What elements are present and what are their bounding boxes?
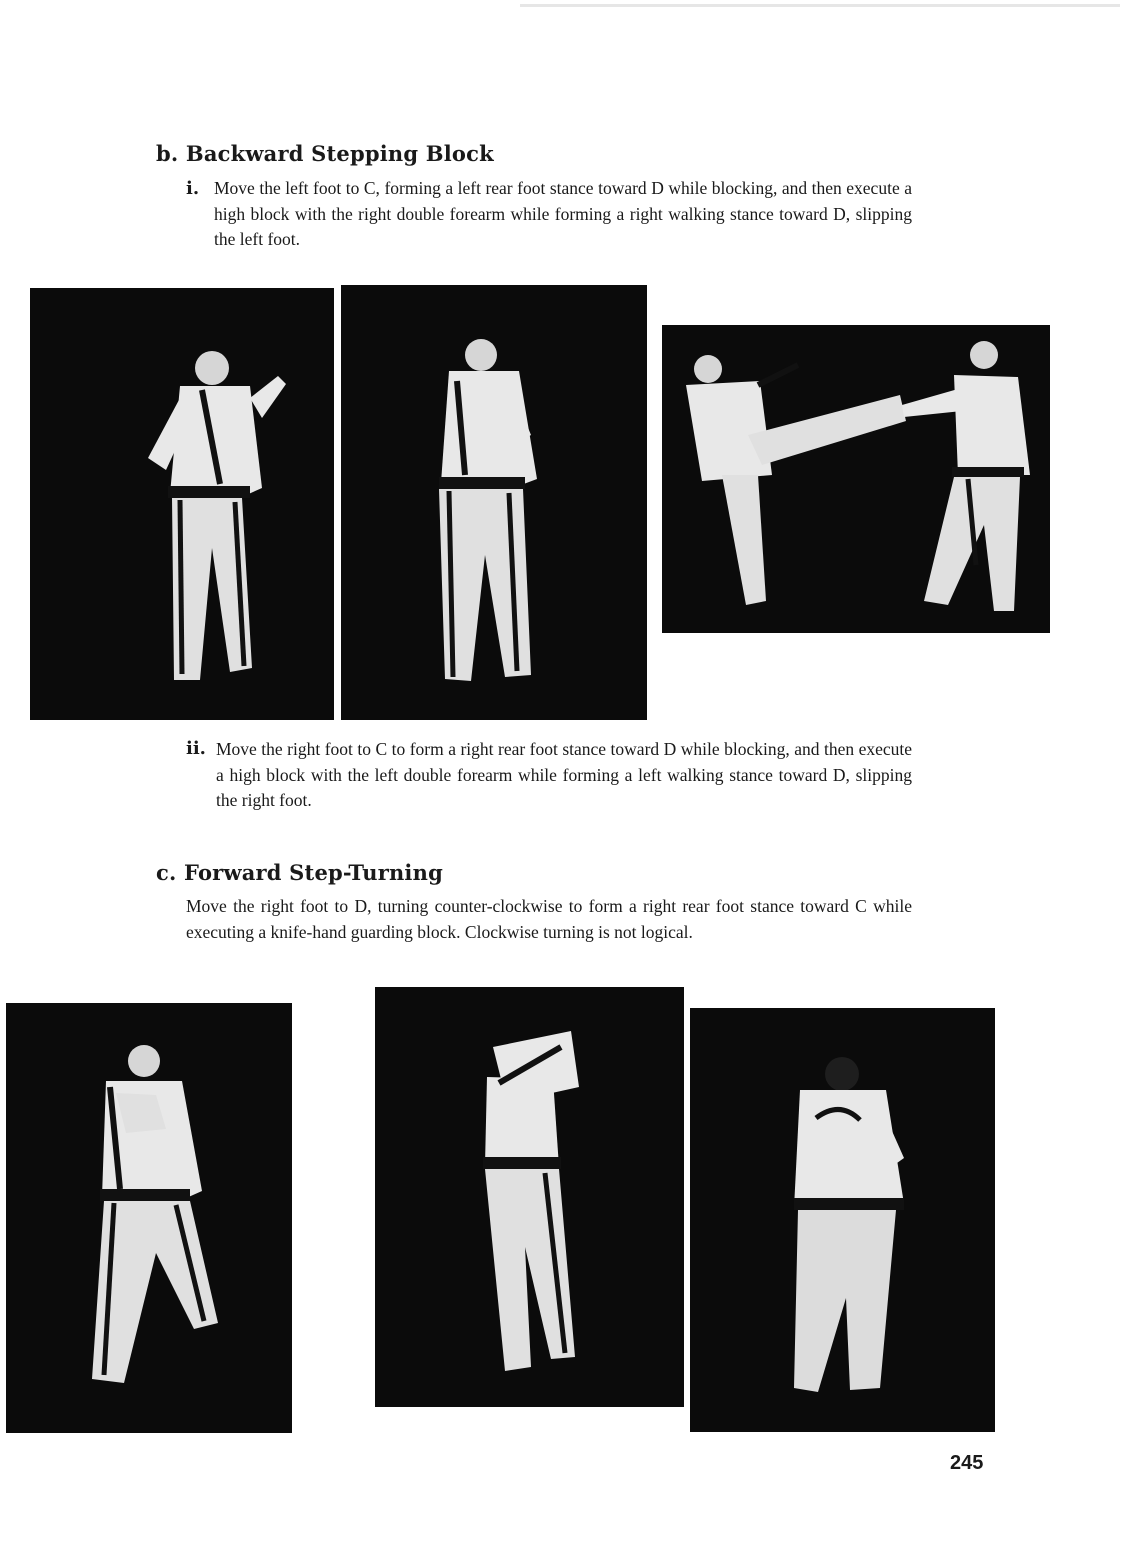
- section-b-heading: b. Backward Stepping Block: [156, 141, 494, 166]
- page-number: 245: [950, 1452, 984, 1474]
- photo-rear-foot-stance: [30, 288, 334, 720]
- step-ii-text: Move the right foot to C to form a right rear foot stance toward D while blocking, and then execute a high block with the left double forearm while forming a left walking stance toward D, slipping the right foot.: [216, 739, 912, 810]
- step-i-marker: i.: [186, 178, 200, 199]
- photo-side-kick-and-block: [662, 325, 1050, 633]
- step-ii-marker: ii.: [186, 738, 206, 759]
- photo-back-view-turning: [690, 1008, 995, 1432]
- section-c-text: Move the right foot to D, turning counter-clockwise to form a right rear foot stance toward C while executing a knife-hand guarding block. Clockwise turning is not logical.: [186, 896, 912, 942]
- photo-double-forearm-block: [341, 285, 647, 720]
- photo-stepping-forward: [375, 987, 684, 1407]
- step-i-text: Move the left foot to C, forming a left rear foot stance toward D while blocking, and then execute a high block with the right double forearm while forming a right walking stance toward D, slipping the left foot.: [214, 178, 912, 249]
- scan-artifact-line: [520, 4, 1120, 7]
- section-c-heading: c. Forward Step-Turning: [156, 860, 443, 885]
- photo-walking-stance-front: [6, 1003, 292, 1433]
